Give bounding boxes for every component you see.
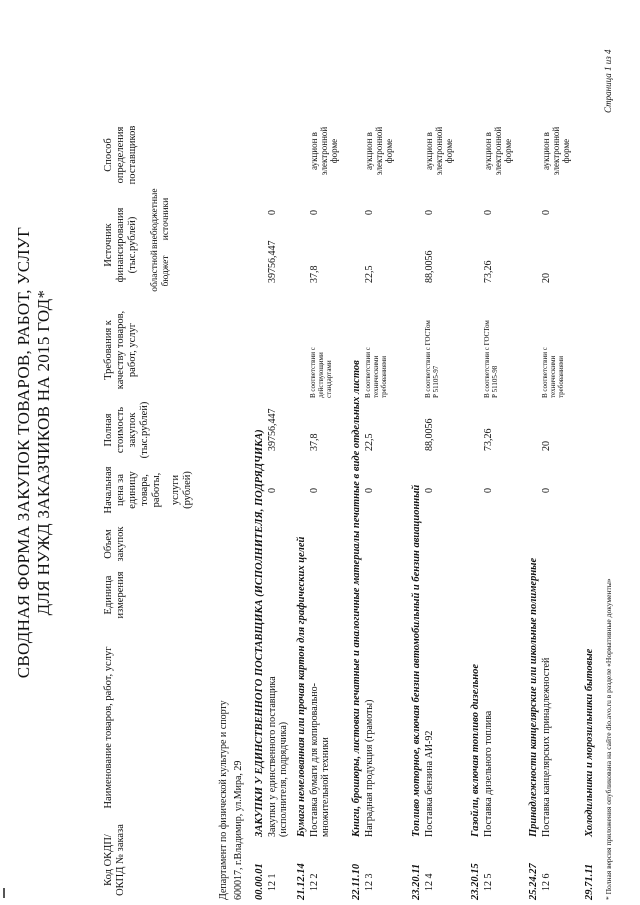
row-method: аукцион в электронной форме [483,126,513,176]
group-title: Холодильники и морозильники бытовые [584,648,595,837]
header-start-price: Начальная цена за единицу товара, работы, [103,466,162,514]
row-requirements: В соответствии с ГОСТом Р 51105-98 [483,320,499,398]
page-label: Страница 1 из 4 [603,49,613,113]
row-name: Поставка дизельного топлива [483,710,494,837]
row-extra: 0 [424,210,435,215]
customer-address: 600017, г.Владимир, ул.Мира, 29 [233,760,244,900]
title-line-1: СВОДНАЯ ФОРМА ЗАКУПОК ТОВАРОВ, РАБОТ, УСЛУГ [14,226,33,679]
group-title: Бумага немелованная или прочая картон для графических целей [296,536,307,837]
row-method: аукцион в электронной форме [424,126,454,176]
row-extra: 0 [483,210,494,215]
header-name: Наименование товаров, работ, услуг [103,646,114,809]
group-code: 21.12.14 [296,863,307,900]
row-start-price: 0 [309,488,320,493]
row-method: аукцион в электронной форме [541,126,571,176]
row-extra: 0 [364,210,375,215]
row-total: 22,5 [364,433,375,451]
row-regional: 73,26 [483,260,494,283]
row-start-price: 0 [424,488,435,493]
row-requirements: В соответствии с техническими требованиями [541,347,565,398]
group-title: Принадлежности канцелярские или школьные полимерные [528,557,539,837]
group-code: 23.20.15 [470,863,481,900]
row-number: 12 6 [541,873,552,891]
row-number: 12 3 [364,873,375,891]
row-name: Поставка бумаги для копировально-множительной техники [309,682,331,837]
header-code: Код ОКДП/ ОКПД № заказа [103,824,126,896]
row-number: 12 1 [267,873,278,891]
group-code: 00.00.01 [254,863,265,900]
row-extra: 0 [541,210,552,215]
row-extra: 0 [267,210,278,215]
header-unit: Единица измерения [103,571,126,619]
row-regional: 88,0056 [424,250,435,283]
row-regional: 22,5 [364,265,375,283]
row-method: аукцион в электронной форме [309,126,339,176]
row-total: 20 [541,441,552,451]
header-source: Источник финансирования (тыс.рублей) [103,207,138,283]
title-line-2: ДЛЯ НУЖД ЗАКАЗЧИКОВ НА 2015 ГОД* [34,289,53,616]
header-start-price-2: услуги (рублей) [170,471,193,509]
row-start-price: 0 [483,488,494,493]
row-number: 12 4 [424,873,435,891]
row-number: 12 2 [309,873,320,891]
header-total: Полная стоимость закупок (тыс.рублей) [103,401,150,459]
row-total: 37,8 [309,433,320,451]
row-regional: 37,8 [309,265,320,283]
group-title: Топливо моторное, включая бензин автомобильный и бензин авиационный [411,484,422,837]
row-total: 39756,447 [267,408,278,451]
row-regional: 39756,447 [267,240,278,283]
header-source-extra: внебюджетные источники [150,188,171,249]
group-code: 29.71.11 [584,863,595,900]
row-start-price: 0 [541,488,552,493]
group-code: 23.20.11 [411,863,422,900]
row-start-price: 0 [267,488,278,493]
row-name: Поставка бензина АИ-92 [424,730,435,837]
header-requirements: Требования к качеству товаров, работ, услуг [103,310,138,390]
row-regional: 20 [541,273,552,283]
row-requirements: В соответствии с техническими требованиями [364,347,388,398]
group-title: ЗАКУПКИ У ЕДИНСТВЕННОГО ПОСТАВЩИКА (ИСПОЛНИТЕЛЯ, ПОДРЯДЧИКА) [254,429,265,837]
row-name: Поставка канцелярских принадлежностей [541,657,552,837]
footnote: * Полная версия приложения опубликована на сайте dio.avo.ru в разделе «Нормативные документы» [604,578,613,900]
header-method: Способ определения поставщиков [103,125,138,185]
row-name: Наградная продукция (грамоты) [364,699,375,837]
row-extra: 0 [309,210,320,215]
row-method: аукцион в электронной форме [364,126,394,176]
row-requirements: В соответствии с действующими стандартами [309,347,333,398]
group-code: 25.24.27 [528,863,539,900]
row-name: Закупки у единственного поставщика (исполнителя, подрядчика) [267,676,289,837]
row-total: 88,0056 [424,418,435,451]
scan-mark [3,888,5,898]
row-requirements: В соответствии с ГОСТом Р 51105-97 [424,320,440,398]
group-title: Книги, брошюры, листовки печатные и аналогичные материалы печатные в виде отдельных листов [351,360,362,837]
group-title: Газойли, включая топливо дизельное [470,663,481,837]
row-start-price: 0 [364,488,375,493]
group-code: 22.11.10 [351,863,362,900]
row-total: 73,26 [483,428,494,451]
header-source-regional: областной бюджет [150,250,171,292]
customer-name: Департамент по физической культуре и спорту [218,700,229,900]
row-number: 12 5 [483,873,494,891]
header-volume: Объем закупок [103,526,126,562]
